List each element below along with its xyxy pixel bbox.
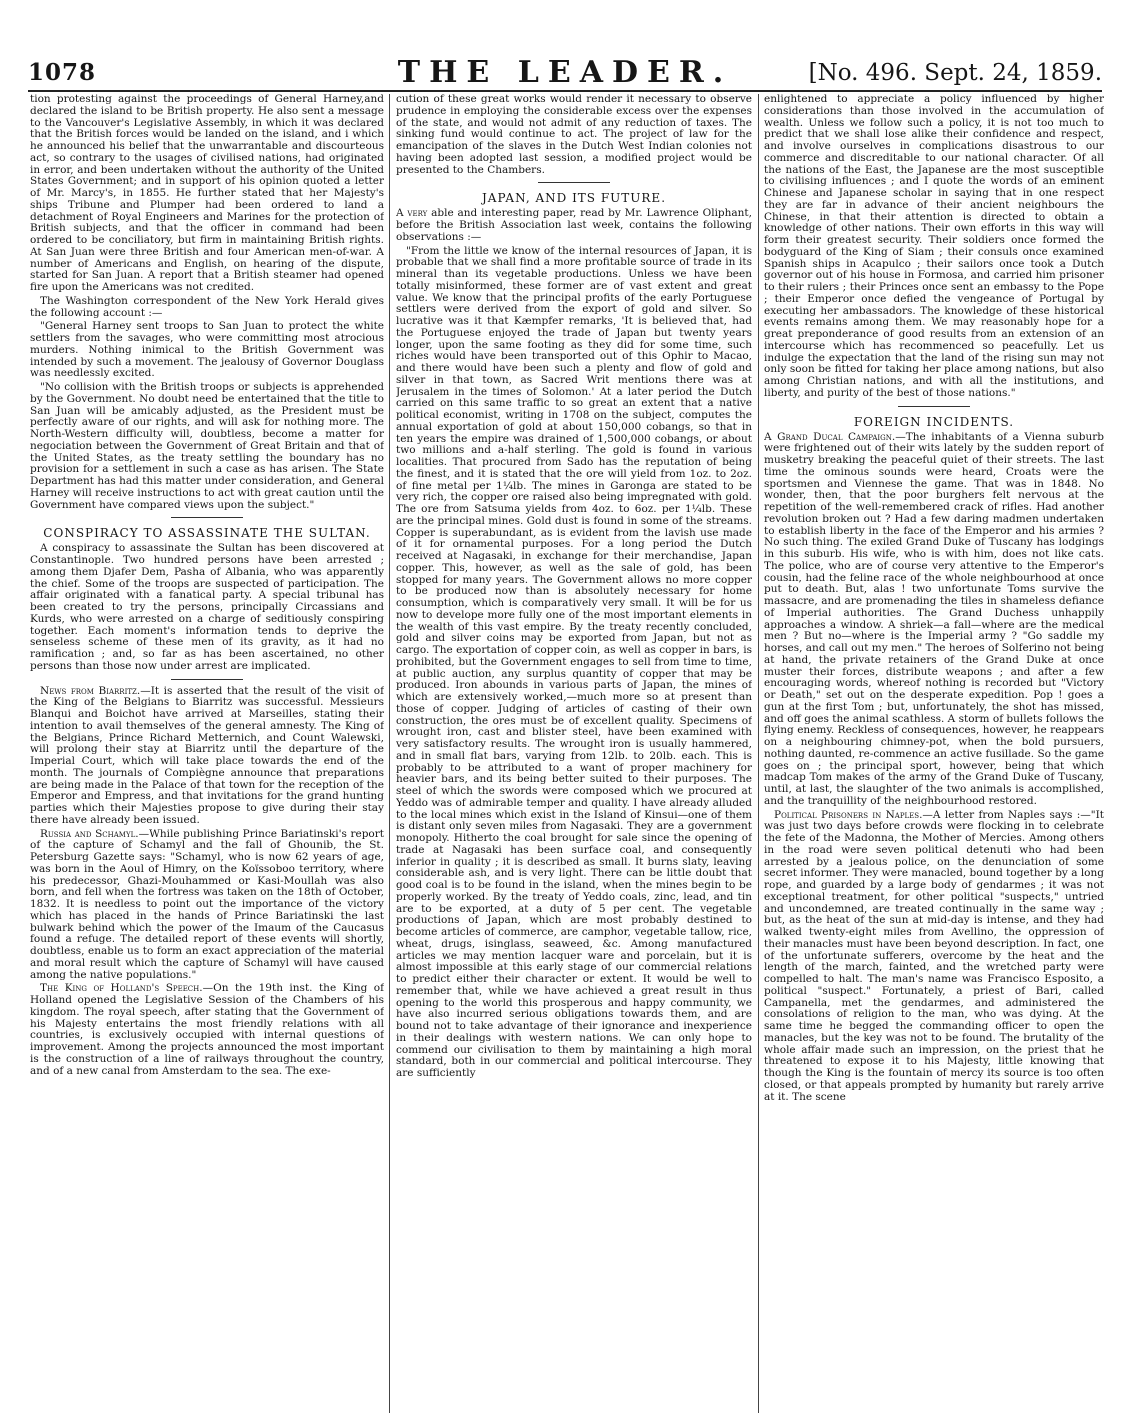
paragraph: "General Harney sent troops to San Juan to protect the white settlers from the savages, who were committing most atrocious murders. Nothing inimical to the British Government was intended by such a movement. The jealousy of Governor Douglass was needlessly excited. [30, 320, 384, 380]
paragraph: "From the little we know of the internal resources of Japan, it is probable that we shall find a more profitable source of trade in its mineral than its vegetable productions. Unless we have been totally misinformed, these former are of vast extent and great value. We know that the principal profits of the early Portuguese settlers were derived from the export of gold and silver. So lucrative was it that Kæmpfer remarks, 'It is believed that, had the Portuguese enjoyed the trade of Japan but twenty years longer, upon the same footing as they did for some time, such riches would have been transported out of this Ophir to Macao, and there would have been such a plenty and flow of gold and silver in that town, as Sacred Writ mentions there was at Jerusalem in the times of Solomon.' At a later period the Dutch carried on this same traffic to so great an extent that a native political economist, writing in 1708 on the subject, computes the annual exportation of gold at about 150,000 cobangs, so that in ten years the empire was drained of 1,500,000 cobangs, or about two millions and a-half sterling. The gold is found in various localities. That procured from Sado has the reputation of being the finest, and it is stated that the ore will yield from 1oz. to 2oz. of fine metal per 1¼lb. The mines in Garonga are stated to be very rich, the copper ore raised also being impregnated with gold. The ore from Satsuma yields from 4oz. to 6oz. per 1¼lb. These are the principal mines. Gold dust is found in some of the streams. Copper is superabundant, as is evident from the lavish use made of it for ornamental purposes. For a long period the Dutch received at Nagasaki, in exchange for their merchandise, Japan copper. This, however, as well as the sale of gold, has been stopped for many years. The Government allows no more copper to be produced now than is absolutely necessary for home consumption, which is comparatively very small. It will be for us now to develope more fully one of the most important elements in the wealth of this vast empire. By the treaty recently concluded, gold and silver coins may be exported from Japan, but not as cargo. The exportation of copper coin, as well as copper in bars, is prohibited, but the Government engages to sell from time to time, at public auction, any surplus quantity of copper that may be produced. Iron abounds in various parts of Japan, the mines of which are extensively worked,—much more so at present than those of copper. Judging of articles of casting of their own construction, the ores must be of excellent quality. Specimens of wrought iron, cast and blister steel, have been examined with very satisfactory results. The wrought iron is usually hammered, and in small flat bars, varying from 12lb. to 20lb. each. This is probably to be attributed to a want of proper machinery for heavier bars, and its being better suited to their purposes. The steel of which the swords were composed which we procured at Yeddo was of admirable temper and quality. I have already alluded to the local mines which exist in the Island of Kinsui—one of them is distant only seven miles from Nagasaki. They are a government monopoly. Hitherto the coal brought for sale since the opening of trade at Nagasaki has been surface coal, and consequently inferior in quality ; it is described as small. It burns slaty, leaving considerable ash, and is very light. There can be little doubt that good coal is to be found in the island, when the mines begin to be properly worked. By the treaty of Yeddo coals, zinc, lead, and tin are to be exported, at a duty of 5 per cent. The vegetable productions of Japan, which are most probably destined to become articles of commerce, are camphor, vegetable tallow, rice, wheat, drugs, isinglass, seaweed, &c. Among manufactured articles we may mention lacquer ware and porcelain, but it is almost impossible at this early stage of our commercial relations to predict either their character or extent. It would be well to remember that, while we have achieved a great result in thus opening to the world this prosperous and happy community, we have also incurred serious obligations towards them, and are bound not to take advantage of their ignorance and inexperience in their dealings with western nations. We can only hope to commend our civilisation to them by maintaining a high moral standard, both in our commercial and political intercourse. They are sufficiently [396, 244, 752, 1079]
column-1 [30, 94, 384, 1413]
section-heading: FOREIGN INCIDENTS. [853, 414, 1015, 429]
section-separator [538, 182, 610, 183]
item-lead: Russia and Schamyl. [40, 827, 139, 840]
paragraph: tion protesting against the proceedings of General Harney,and declared the island to be British property. He also sent a message to the Vancouver's Legislative Assembly, in which it was declared that the British forces would be landed on the island, and i which he announced his belief that the unwarrantable and discourteous act, so contrary to the usages of civilised nations, had originated in error, and been undertaken without the authority of the United States Government; and in support of his opinion quoted a letter of Mr. Marcy's, in 1855. He further stated that her Majesty's ships Tribune and Plumper had been ordered to land a detachment of Royal Engineers and Marines for the protection of British subjects, and that the officer in command had been ordered to be conciliatory, but firm in maintaining British rights. At San Juan were three British and four American men-of-war. A number of Americans and English, on hearing of the dispute, started for San Juan. A report that a British steamer had opened fire upon the Americans was not credited. [30, 94, 384, 293]
paragraph: The Washington correspondent of the New York Herald gives the following account :— [30, 294, 384, 319]
news-item [30, 983, 384, 1077]
news-item [30, 686, 384, 827]
column-2 [396, 94, 752, 1413]
section-separator [171, 517, 243, 518]
section-separator [171, 679, 243, 680]
item-lead: Political Prisoners in Naples. [774, 808, 923, 821]
column-divider [389, 94, 390, 1413]
item-lead: The King of Holland's Speech. [40, 982, 203, 995]
masthead [28, 50, 1102, 90]
item-text: —A letter from Naples says :—"It was just two days before crowds were flocking in to celebrate the fete of the Madonna, the Mother of Mercies. Among others in the road were seven political detenuti who had been arrested by a jealous police, on the denunciation of some secret informer. They were manacled, bound together by a long rope, and guarded by a large body of gendarmes ; it was not exceptional treatment, for other political "suspects," untried and uncondemned, are treated continually in the same way ; but, as the heat of the sun at mid-day is intense, and they had walked twenty-eight miles from Avellino, the oppression of their manacles must have been beyond description. In fact, one of the unfortunate sufferers, overcome by the heat and the length of the march, fainted, and the wretched party were compelled to halt. The man's name was Francisco Esposito, a political "suspect." Fortunately, a priest of Bari, called Campanella, met the gendarmes, and administered the consolations of religion to the man, who was dying. At the same time he begged the commanding officer to open the manacles, but the key was not to be found. The brutality of the whole affair made such an impression, on the priest that he threatened to expose it to his Majesty, little knowing that though the King is the fountain of mercy its source is too often closed, or that appeals prompted by humanity but rarely arrive at it. The scene [764, 808, 1104, 1103]
item-text: able and interesting paper, read by Mr. Lawrence Oliphant, before the British Association last week, contains the following observations :— [396, 207, 752, 243]
page-number: 1078 [28, 59, 97, 86]
paragraph: enlightened to appreciate a policy influenced by higher considerations than those involved in the accumulation of wealth. Unless we follow such a policy, it is not too much to predict that we shall lose alike their confidence and respect, and involve ourselves in complications disastrous to our commerce and discreditable to our national character. Of all the nations of the East, the Japanese are the most susceptible to civilising influences ; and I quote the words of an eminent Chinese and Japanese scholar in saying that in one respect they are far in advance of their ancient neighbours the Chinese, in that their attention is directed to obtain a knowledge of other nations. Their own efforts in this way will form their greatest security. Their soldiers once formed the bodyguard of the King of Siam ; their consuls once examined Spanish ships in Acapulco ; their sailors once took a Dutch governor out of his house in Formosa, and carried him prisoner to their rulers ; their Princes once sent an embassy to the Pope ; their Emperor once defied the vengeance of Portugal by executing her ambassadors. The knowledge of these historical events remains among them. We may reasonably hope for a great preponderance of good results from an extension of an intercourse which has recommenced so peacefully. Let us indulge the expectation that the land of the rising sun may not only soon be fitted for taking her place among nations, but also among Christian nations, and with all the institutions, and liberty, and purity of the best of those nations." [764, 94, 1104, 399]
paragraph: A conspiracy to assassinate the Sultan has been discovered at Constantinople. Two hundred persons have been arrested ; among them Djafer Dem, Pasha of Albania, who was apparently the chief. Some of the troops are suspected of participation. The affair originated with a fanatical party. A special tribunal has been created to try the persons, principally Circassians and Kurds, who were arrested on a charge of seditiously conspiring together. Each moment's information tends to deprive the senseless scheme of these men of its gravity, as it had no ramification ; and, so far as has been ascertained, no other persons than those now under arrest are implicated. [30, 542, 384, 672]
news-item [396, 208, 752, 243]
item-text: —On the 19th inst. the King of Holland opened the Legislative Session of the Chambers of his kingdom. The royal speech, after stating that the Government of his Majesty entertains the most friendly relations with all countries, is exclusively occupied with internal questions of improvement. Among the projects announced the most important is the construction of a line of railways throughout the country, and of a new canal from Amsterdam to the sea. The exe- [30, 982, 384, 1077]
news-item [764, 810, 1104, 1104]
publication-title: THE LEADER. [397, 55, 733, 90]
news-item [30, 829, 384, 982]
item-text: —The inhabitants of a Vienna suburb were frightened out of their wits lately by the sudden report of musketry breaking the peaceful quiet of their streets. The last time the ominous sounds were heard, Croats were the sportsmen and Viennese the game. That was in 1848. No wonder, then, that the poor burghers felt nervous at the repetition of the well-remembered crack of rifles. Had another revolution broken out ? Had a few daring madmen undertaken to establish liberty in the face of the Emperor and his armies ? No such thing. The exiled Grand Duke of Tuscany has lodgings in this suburb. His wife, who is with him, does not like cats. The police, who are of course very attentive to the Emperor's cousin, had the feline race of the whole neighbourhood at once put to death. But, alas ! two unfortunate Toms survive the massacre, and are promenading the tiles in shameless defiance of Imperial authorities. The Grand Duchess unhappily approaches a window. A shriek—a fall—where are the medical men ? But no—where is the Imperial army ? "Go saddle my horses, and call out my men." The heroes of Solferino not being at hand, the private retainers of the Grand Duke at once muster their forces, distribute weapons ; and after a few encouraging words, whereof nothing is recorded but "Victory or Death," set out on the desperate expedition. Pop ! goes a gun at the first Tom ; but, unfortunately, the shot has missed, and off goes the animal scathless. A storm of bullets follows the flying enemy. Reckless of consequences, however, he reappears on a neighbouring chimney-pot, when the bold pursuers, nothing daunted, re-commence an active fusillade. So the game goes on ; the principal sport, however, being that which madcap Tom makes of the army of the Grand Duke of Tuscany, until, at last, the slaughter of the two animals is accomplished, and the tranquillity of the neighbourhood restored. [764, 430, 1104, 807]
section-heading: JAPAN, AND ITS FUTURE. [481, 191, 667, 206]
header-rule [28, 90, 1102, 92]
item-text: —It is asserted that the result of the visit of the King of the Belgians to Biarritz was successful. Messieurs Blanqui and Boichot have arrived at Marseilles, stating their intention to avail themselves of the general amnesty. The King of the Belgians, Prince Richard Metternich, and Count Walewski, will prolong their stay at Biarritz until the departure of the Imperial Court, which will take place towards the end of the month. The journals of Compiègne announce that preparations are being made in the Palace of that town for the reception of the Emperor and Empress, and that invitations for the grand hunting parties which their Majesties propose to give during their stay there have already been issued. [30, 684, 384, 826]
news-item [764, 432, 1104, 808]
paragraph: cution of these great works would render it necessary to observe prudence in employing the considerable excess over the expenses of the state, and would not admit of any reduction of taxes. The sinking fund would continue to act. The project of law for the emancipation of the slaves in the Dutch West Indian colonies not having been adopted last session, a modified project would be presented to the Chambers. [396, 94, 752, 176]
column-divider [758, 94, 759, 1413]
column-3 [764, 94, 1104, 1413]
item-lead: News from Biarritz. [40, 684, 141, 697]
paragraph: "No collision with the British troops or subjects is apprehended by the Government. No doubt need be entertained that the title to San Juan will be amicably adjusted, as the President must be perfectly aware of our rights, and will ask for nothing more. The North-Western difficulty will, doubtless, become a matter for negociation between the Government of Great Britain and that of the United States, as the treaty settling the boundary has no provision for a settlement in such a case as has arisen. The State Department has had this matter under consideration, and General Harney will receive instructions to act with great caution until the Government have compared views upon the subject." [30, 381, 384, 511]
item-text: —While publishing Prince Bariatinski's report of the capture of Schamyl and the fall of Ghounib, the St. Petersburg Gazette says: "Schamyl, who is now 62 years of age, was born in the Aoul of Himry, on the Koïssoboo territory, where his predecessor, Ghazi-Mouhammed or Kasi-Moullah was also born, and fell when the fortress was taken on the 18th of October, 1832. It is needless to point out the importance of the victory which has placed in the hands of Prince Bariatinski the last bulwark behind which the power of the Imaum of the Caucasus found a refuge. The detailed report of these events will shortly, doubtless, enable us to form an exact appreciation of the material and moral result which the capture of Schamyl will have caused among the native populations." [30, 827, 384, 981]
section-separator [898, 406, 970, 407]
issue-date: [No. 496. Sept. 24, 1859. [808, 60, 1102, 86]
item-lead: A very [396, 207, 428, 220]
section-heading: CONSPIRACY TO ASSASSINATE THE SULTAN. [43, 526, 371, 541]
item-lead: A Grand Ducal Campaign. [764, 430, 896, 443]
